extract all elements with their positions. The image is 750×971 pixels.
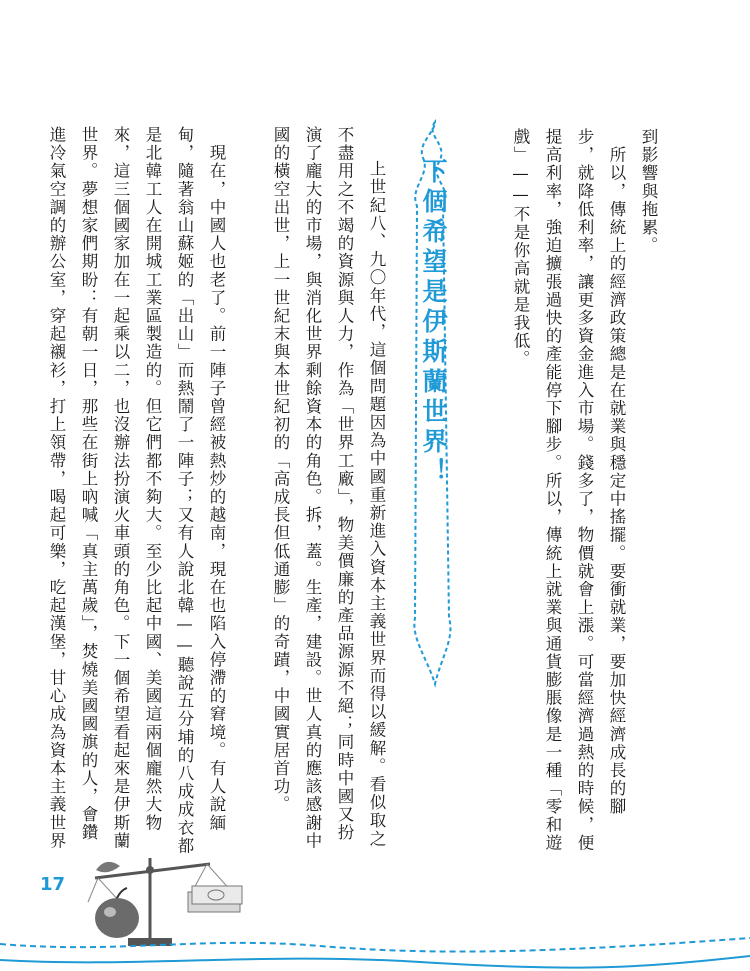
body-column: 現在，中國人也老了。前一陣子曾經被熱炒的越南，現在也陷入停滯的窘境。有人說緬 xyxy=(207,126,226,832)
body-column: 來，這三個國家加在一起乘以二，也沒辦法扮演火車頭的角色。下一個希望看起來是伊斯蘭 xyxy=(111,126,130,850)
body-column: 是北韓工人在開城工業區製造的。但它們都不夠大。至少比起中國、美國這兩個龐然大物 xyxy=(143,126,162,832)
footer-illustration xyxy=(0,850,750,971)
section-heading: 下個希望是伊斯蘭世界！ xyxy=(419,158,448,488)
body-column: 不盡用之不竭的資源與人力，作為「世界工廠」，物美價廉的產品源源不絕；同時中國又扮 xyxy=(335,126,354,842)
intro-column: 到影響與拖累。 xyxy=(639,128,658,255)
intro-column: 提高利率，強迫擴張過快的產能停下腳步。所以，傳統上就業與通貨膨脹像是一種「零和遊 xyxy=(543,128,562,852)
body-column: 甸，隨著翁山蘇姬的「出山」而熱鬧了一陣子；又有人說北韓——聽說五分埔的八成成衣都 xyxy=(175,126,194,855)
section-heading-box xyxy=(405,118,459,688)
body-column: 進冷氣空調的辦公室，穿起襯衫，打上領帶，喝起可樂，吃起漢堡，甘心成為資本主義世界 xyxy=(47,126,66,850)
body-column: 演了龐大的市場，與消化世界剩餘資本的角色。拆，蓋。生產，建設。世人真的應該感謝中 xyxy=(303,126,322,850)
intro-column: 步，就降低利率，讓更多資金進入市場。錢多了，物價就會上漲。可當經濟過熱的時候，便 xyxy=(575,128,594,852)
body-column: 上世紀八、九〇年代，這個問題因為中國重新進入資本主義世界而得以緩解。看似取之 xyxy=(367,142,386,848)
intro-column: 戲」——不是你高就是我低。 xyxy=(511,128,530,369)
money-stack-icon xyxy=(188,886,242,912)
body-column: 國的橫空出世，上一世紀末與本世紀初的「高成長但低通膨」的奇蹟，中國實居首功。 xyxy=(271,126,290,814)
page-number: 17 xyxy=(40,874,66,895)
intro-column: 所以，傳統上的經濟政策總是在就業與穩定中搖擺。要衝就業，要加快經濟成長的腳 xyxy=(607,128,626,816)
body-column: 世界。夢想家們期盼：有朝一日，那些在街上吶喊「真主萬歲」，焚燒美國國旗的人，會鑽 xyxy=(79,126,98,842)
footer-dashed-line xyxy=(0,938,750,952)
